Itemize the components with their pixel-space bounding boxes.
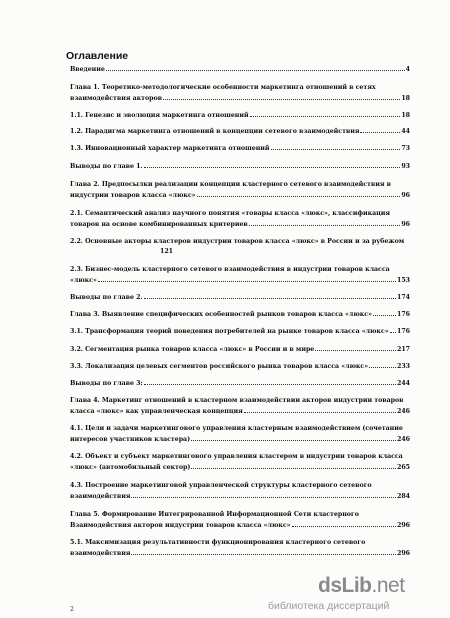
toc-entry: 4.2. Объект и субъект маркетингового управления кластером в индустрии товаров класса «люкс» (автомобильный сектор) 265 bbox=[70, 453, 410, 471]
toc-entry: Глава 3. Выявление специфических особенностей рынков товаров класса «люкс» 176 bbox=[70, 311, 410, 318]
toc-entry: Выводы по главе 1. 93 bbox=[70, 163, 410, 170]
toc-entry: 3.1. Трансформация теорий поведения потребителей на рынке товаров класса «люкс» 176 bbox=[70, 328, 410, 335]
watermark-logo: dsLib.net bbox=[318, 574, 405, 597]
watermark-subtitle: библиотека диссертаций bbox=[268, 600, 390, 612]
toc-entry: Введение 4 bbox=[70, 66, 410, 73]
toc-entry: Выводы по главе 3: 244 bbox=[70, 380, 410, 387]
toc-title: Оглавление bbox=[66, 50, 129, 62]
toc-entry: Глава 5. Формирование Интегрированной Информационной Сети кластерного Взаимодействия акторов индустрии товаров класса «люкс» 296 bbox=[70, 511, 410, 529]
toc-entry: Глава 4. Маркетинг отношений в кластерном взаимодействии акторов индустрии товаров класса «люкс» как управленческая концепция 246 bbox=[70, 397, 410, 415]
toc-entry: 1.2. Парадигма маркетинга отношений в концепции сетевого взаимодействия 44 bbox=[70, 128, 410, 135]
toc-entry: 2.1. Семантический анализ научного понятия «товары класса «люкс», классификация товаров на основе комбинированных критериев 96 bbox=[70, 210, 410, 228]
toc-entry: 1.3. Инновационный характер маркетинга отношений 73 bbox=[70, 145, 410, 152]
toc-entry: 5.1. Максимизация результативности функционирования кластерного сетевого взаимодействия 296 bbox=[70, 539, 410, 557]
toc-entry: 4.1. Цели и задачи маркетингового управления кластерным взаимодействием (сочетание интересов участников кластера) 246 bbox=[70, 425, 410, 443]
toc-entry: Выводы по главе 2. 174 bbox=[70, 294, 410, 301]
toc-entry: 1.1. Генезис и эволюция маркетинга отношений 18 bbox=[70, 112, 410, 119]
toc-entry: 2.2. Основные акторы кластеров индустрии товаров класса «люкс» в России и за рубежом 121 bbox=[70, 238, 405, 255]
toc-entry: 2.3. Бизнес-модель кластерного сетевого взаимодействия в индустрии товаров класса «люкс» 153 bbox=[70, 266, 410, 284]
page-number: 2 bbox=[70, 606, 74, 613]
toc-entry: Глава 1. Теоретико-методологические особенности маркетинга отношений в сетях взаимодействия акторов 18 bbox=[70, 84, 410, 102]
toc-entry: 4.3. Построение маркетинговой управленческой структуры кластерного сетевого взаимодействия 284 bbox=[70, 482, 410, 500]
watermark bbox=[268, 574, 405, 612]
toc-entry: 3.2. Сегментация рынка товаров класса «люкс» в России и в мире 217 bbox=[70, 346, 410, 353]
toc-entry: 3.3. Локализация целевых сегментов российского рынка товаров класса «люкс» 233 bbox=[70, 363, 410, 370]
toc-entry: Глава 2. Предпосылки реализации концепции кластерного сетевого взаимодействия в индустрии товаров класса «люкс» 96 bbox=[70, 181, 410, 199]
